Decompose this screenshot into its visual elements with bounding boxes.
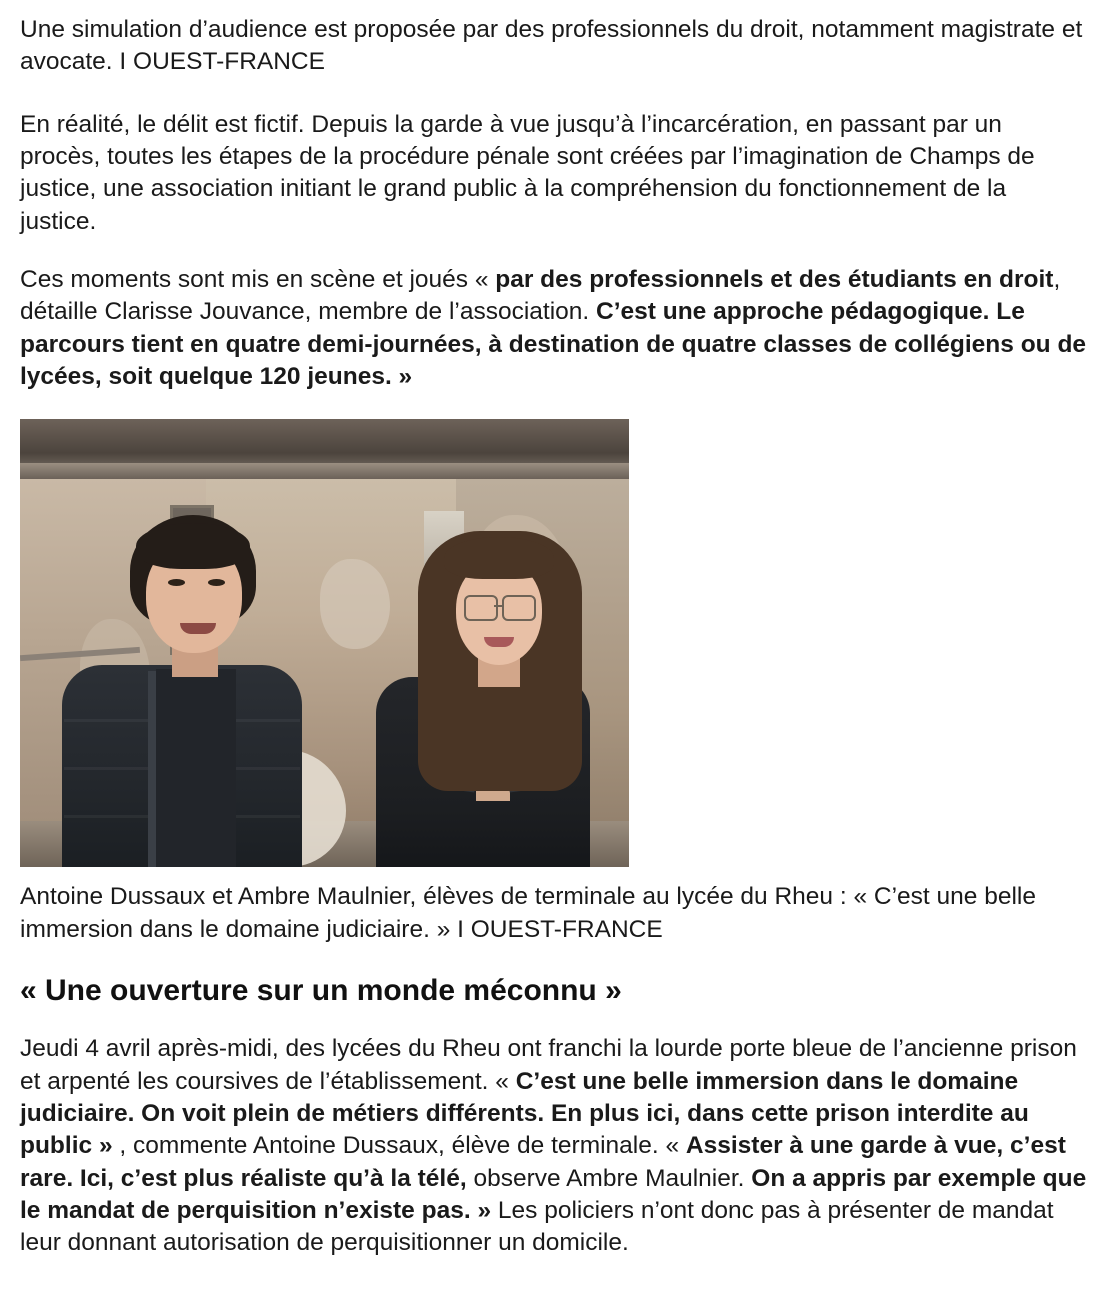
quote-attribution-maulnier: observe Ambre Maulnier. — [466, 1164, 752, 1192]
photo-person-right-glasses-lens — [464, 595, 498, 621]
quote-lead-text: Ces moments sont mis en scène et joués « — [20, 265, 496, 293]
photo-caption-bottom: Antoine Dussaux et Ambre Maulnier, élèves de terminale au lycée du Rheu : « C’est une belle immersion dans le domaine judiciaire. » I OUEST-FRANCE — [20, 883, 1036, 943]
photo-wall-stain — [320, 559, 390, 649]
quote-bold-pedagogy: C’est une approche pédagogique. Le parcours tient en quatre demi-journées, à destination de quatre classes de collégiens ou de lycées, soit quelque 120 jeunes. » — [20, 298, 1087, 390]
photo-person-right-fringe — [444, 537, 554, 579]
photo-person-left-shirt — [156, 669, 236, 867]
photo-person-left-fringe — [136, 523, 250, 569]
paragraph-closing-text: Les policiers n’ont donc pas à présenter de mandat leur donnant autorisation de perquisitionner un domicile. — [20, 1197, 1054, 1257]
paragraph-lead-text: Jeudi 4 avril après-midi, des lycées du Rheu ont franchi la lourde porte bleue de l’ancienne prison et arpenté les coursives de l’établissement. « — [20, 1035, 1077, 1095]
photo-person-left-zipper — [148, 671, 156, 867]
paragraph-students-quotes — [20, 1033, 1088, 1259]
paragraph-intro: En réalité, le délit est fictif. Depuis la garde à vue jusqu’à l’incarcération, en passant par un procès, toutes les étapes de la procédure pénale sont créées par l’imagination de Champs de justice, une association initiant le grand public à la compréhension du fonctionnement de la justice. — [20, 110, 1035, 235]
photo-ceiling-beam — [20, 463, 629, 479]
article-photo — [20, 419, 629, 867]
quote-bold-professionals: par des professionnels et des étudiants en droit — [495, 265, 1054, 293]
quote-attribution-dussaux: , commente Antoine Dussaux, élève de terminale. « — [112, 1132, 686, 1160]
article-photo-figure — [20, 419, 1088, 867]
photo-caption-top: Une simulation d’audience est proposée par des professionnels du droit, notamment magistrate et avocate. I OUEST-FRANCE — [20, 16, 1083, 76]
quote-bold-garde-a-vue: Assister à une garde à vue, c’est rare. Ici, c’est plus réaliste qu’à la télé, — [20, 1132, 1066, 1192]
section-subheading: « Une ouverture sur un monde méconnu » — [20, 973, 622, 1007]
quote-bold-immersion: C’est une belle immersion dans le domaine judiciaire. On voit plein de métiers différents. En plus ici, dans cette prison interdite au public » — [20, 1067, 1029, 1160]
photo-person-right-glasses-lens — [502, 595, 536, 621]
quote-bold-mandat: On a appris par exemple que le mandat de perquisition n’existe pas. » — [20, 1164, 1087, 1225]
quote-attribution-text: , détaille Clarisse Jouvance, membre de l’association. — [20, 265, 1061, 326]
photo-person-right-glasses-bridge — [494, 605, 502, 607]
paragraph-quote-jouvance — [20, 264, 1088, 393]
